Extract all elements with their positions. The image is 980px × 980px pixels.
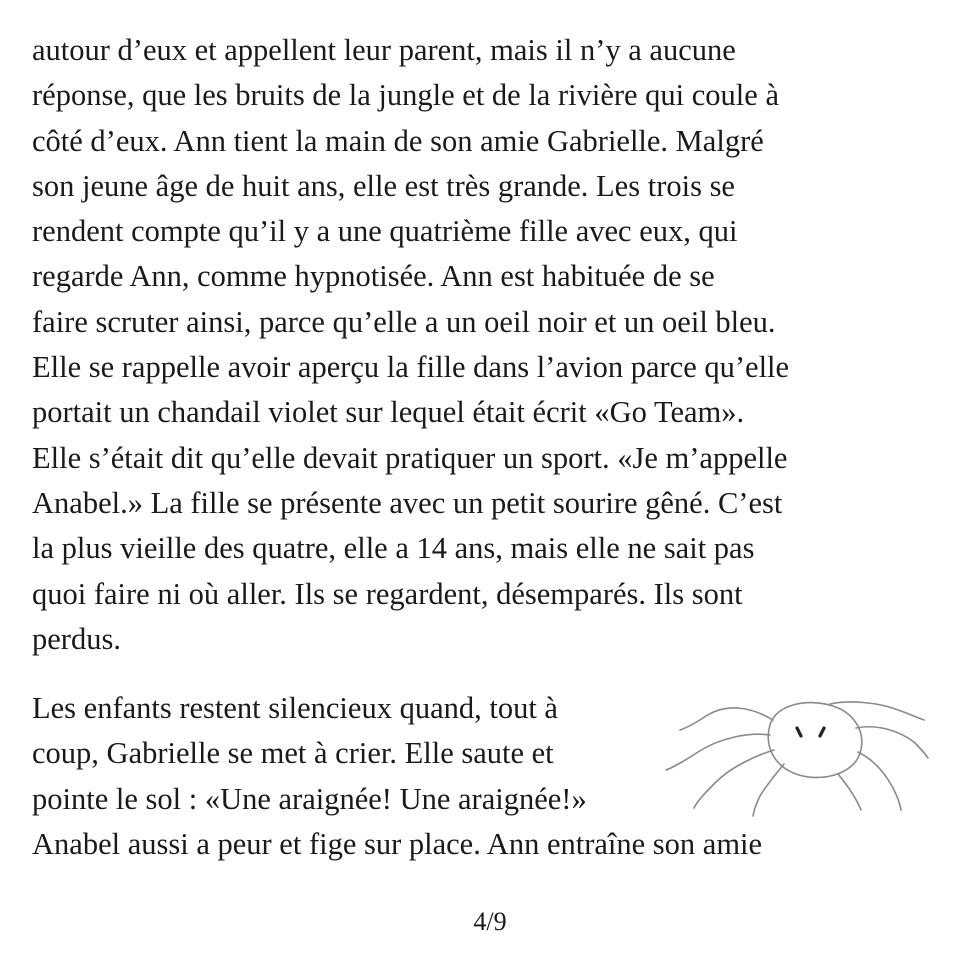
text-line: Anabel.» La fille se présente avec un petit sourire gêné. C’est <box>32 485 783 520</box>
text-line: regarde Ann, comme hypnotisée. Ann est habituée de se <box>32 259 715 294</box>
text-line: rendent compte qu’il y a une quatrième fille avec eux, qui <box>32 214 738 249</box>
text-line: Elle s’était dit qu’elle devait pratiquer un sport. «Je m’appelle <box>32 440 788 475</box>
text-line: Les enfants restent silencieux quand, tout à <box>32 691 558 725</box>
text-line: perdus. <box>32 621 121 656</box>
text-line: pointe le sol : «Une araignée! Une araignée!» <box>32 781 587 816</box>
text-line: son jeune âge de huit ans, elle est très grande. Les trois se <box>32 168 735 203</box>
paragraph-1 <box>32 28 952 662</box>
text-line: coup, Gabrielle se met à crier. Elle saute et <box>32 736 554 771</box>
spider-drawing-icon <box>658 690 938 820</box>
page-number: 4/9 <box>473 907 507 936</box>
text-line: faire scruter ainsi, parce qu’elle a un oeil noir et un oeil bleu. <box>32 304 776 339</box>
text-line: Elle se rappelle avoir aperçu la fille dans l’avion parce qu’elle <box>32 350 790 385</box>
text-line: Anabel aussi a peur et fige sur place. Ann entraîne son amie <box>32 826 763 861</box>
text-line: portait un chandail violet sur lequel était écrit «Go Team». <box>32 395 745 430</box>
text-line: la plus vieille des quatre, elle a 14 ans, mais elle ne sait pas <box>32 531 755 566</box>
text-line: quoi faire ni où aller. Ils se regardent, désemparés. Ils sont <box>32 576 743 611</box>
text-line: autour d’eux et appellent leur parent, mais il n’y a aucune <box>32 33 736 67</box>
text-line: réponse, que les bruits de la jungle et de la rivière qui coule à <box>32 78 779 113</box>
text-line: côté d’eux. Ann tient la main de son amie Gabrielle. Malgré <box>32 123 764 158</box>
